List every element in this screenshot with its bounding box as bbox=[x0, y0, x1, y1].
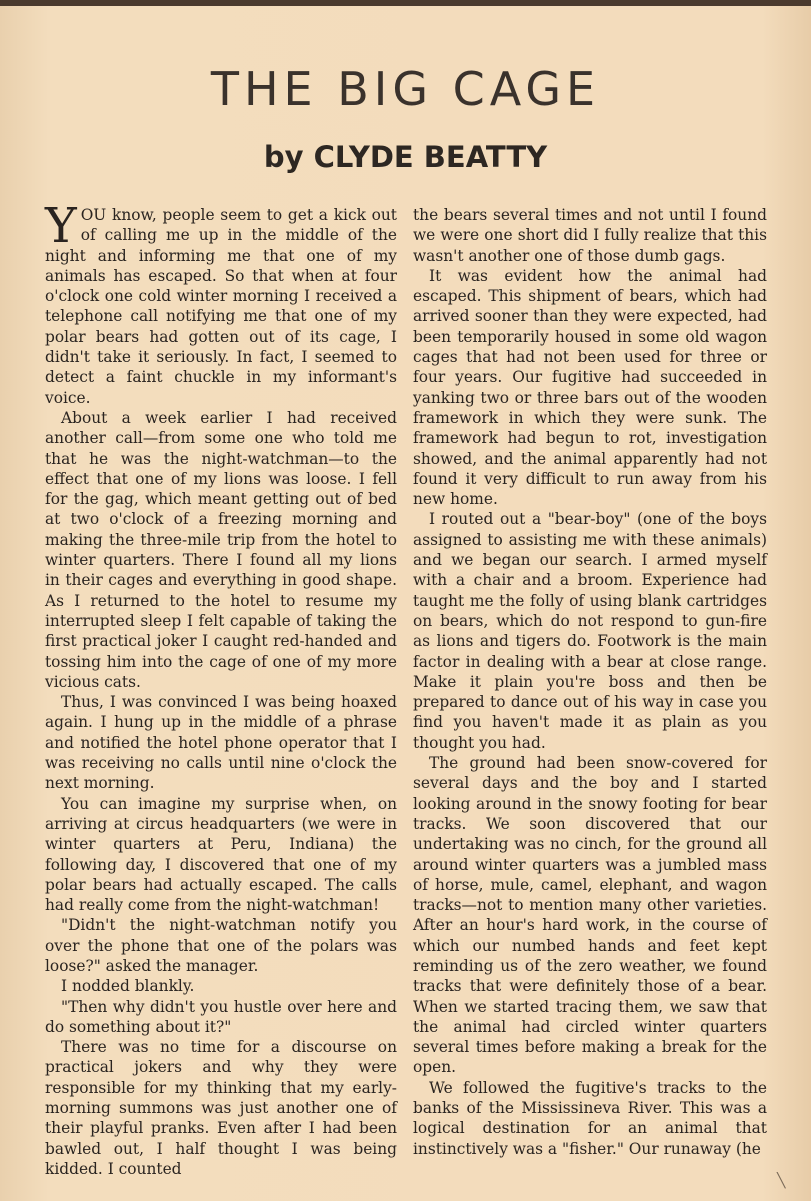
story-byline: by CLYDE BEATTY bbox=[263, 140, 548, 174]
left-paragraph-7: "Then why didn't you hustle over here and do something about it?" bbox=[45, 997, 397, 1036]
page-corner-mark: ╲ bbox=[777, 1173, 786, 1189]
story-title: THE BIG CAGE bbox=[210, 62, 601, 116]
right-paragraph-4: The ground had been snow-covered for several days and the boy and I started looking around in the snowy footing for bear tracks. We soon discovered that our undertaking was no cinch, for the ground all around winter quarters was a jumbled mass of horse, mule, camel, elephant, and wagon tracks—not to mention many other varieties. After an hour's hard work, in the course of which our numbed hands and feet kept reminding us of the zero weather, we found tracks that were definitely those of a bear. When we started tracing them, we saw that the animal had circled winter quarters several times before making a break for the open. bbox=[413, 754, 767, 1077]
left-paragraph-6: I nodded blankly. bbox=[61, 977, 195, 996]
left-paragraph-1-text: OU know, people seem to get a kick out of calling me up in the middle of the night and informing me that one of my animals has escaped. So that when at four o'clock one cold winter morning I received a telephone call notifying me that one of my polar bears had gotten out of its cage, I didn't take it seriously. In fact, I seemed to detect a faint chuckle in my informant's voice. bbox=[45, 206, 397, 407]
drop-cap: Y bbox=[45, 198, 77, 254]
left-paragraph-1 bbox=[45, 198, 397, 408]
left-paragraph-4: You can imagine my surprise when, on arriving at circus headquarters (we were in winter quarters at Peru, Indiana) the following day, I discovered that one of my polar bears had actually escaped. The calls had really come from the night-watchman! bbox=[45, 794, 397, 915]
left-paragraph-3: Thus, I was convinced I was being hoaxed again. I hung up in the middle of a phrase and notified the hotel phone operator that I was receiving no calls until nine o'clock the next morning. bbox=[45, 693, 397, 793]
left-column bbox=[45, 198, 397, 1178]
right-paragraph-5: We followed the fugitive's tracks to the banks of the Mississineva River. This was a logical destination for an animal that instinctively was a "fisher." Our runaway (he bbox=[413, 1078, 767, 1158]
right-paragraph-2: It was evident how the animal had escaped. This shipment of bears, which had arrived sooner than they were expected, had been temporarily housed in some old wagon cages that had not been used for three or four years. Our fugitive had succeeded in yanking two or three bars out of the wooden framework in which they were sunk. The framework had begun to rot, investigation showed, and the animal apparently had not found it very difficult to run away from his new home. bbox=[413, 266, 767, 509]
left-paragraph-8: There was no time for a discourse on practical jokers and why they were responsible for my thinking that my early-morning summons was just another one of their playful pranks. Even after I had been bawled out, I half thought I was being kidded. I counted bbox=[45, 1038, 397, 1178]
right-column bbox=[413, 205, 767, 1158]
left-paragraph-5: "Didn't the night-watchman notify you over the phone that one of the polars was loose?" asked the manager. bbox=[45, 916, 397, 975]
left-paragraph-2: About a week earlier I had received another call—from some one who told me that he was the night-watchman—to the effect that one of my lions was loose. I fell for the gag, which meant getting out of bed at two o'clock of a freezing morning and making the three-mile trip from the hotel to winter quarters. There I found all my lions in their cages and everything in good shape. As I returned to the hotel to resume my interrupted sleep I felt capable of taking the first practical joker I caught red-handed and tossing him into the cage of one of my more vicious cats. bbox=[45, 408, 397, 691]
right-paragraph-1: the bears several times and not until I found we were one short did I fully realize that this wasn't another one of those dumb gags. bbox=[413, 206, 767, 265]
right-paragraph-3: I routed out a "bear-boy" (one of the boys assigned to assisting me with these animals) and we began our search. I armed myself with a chair and a broom. Experience had taught me the folly of using blank cartridges on bears, which do not respond to gun-fire as lions and tigers do. Footwork is the main factor in dealing with a bear at close range. Make it plain you're boss and then be prepared to dance out of his way in case you find you haven't made it as plain as you thought you had. bbox=[413, 510, 767, 752]
page-top-edge bbox=[0, 0, 811, 6]
